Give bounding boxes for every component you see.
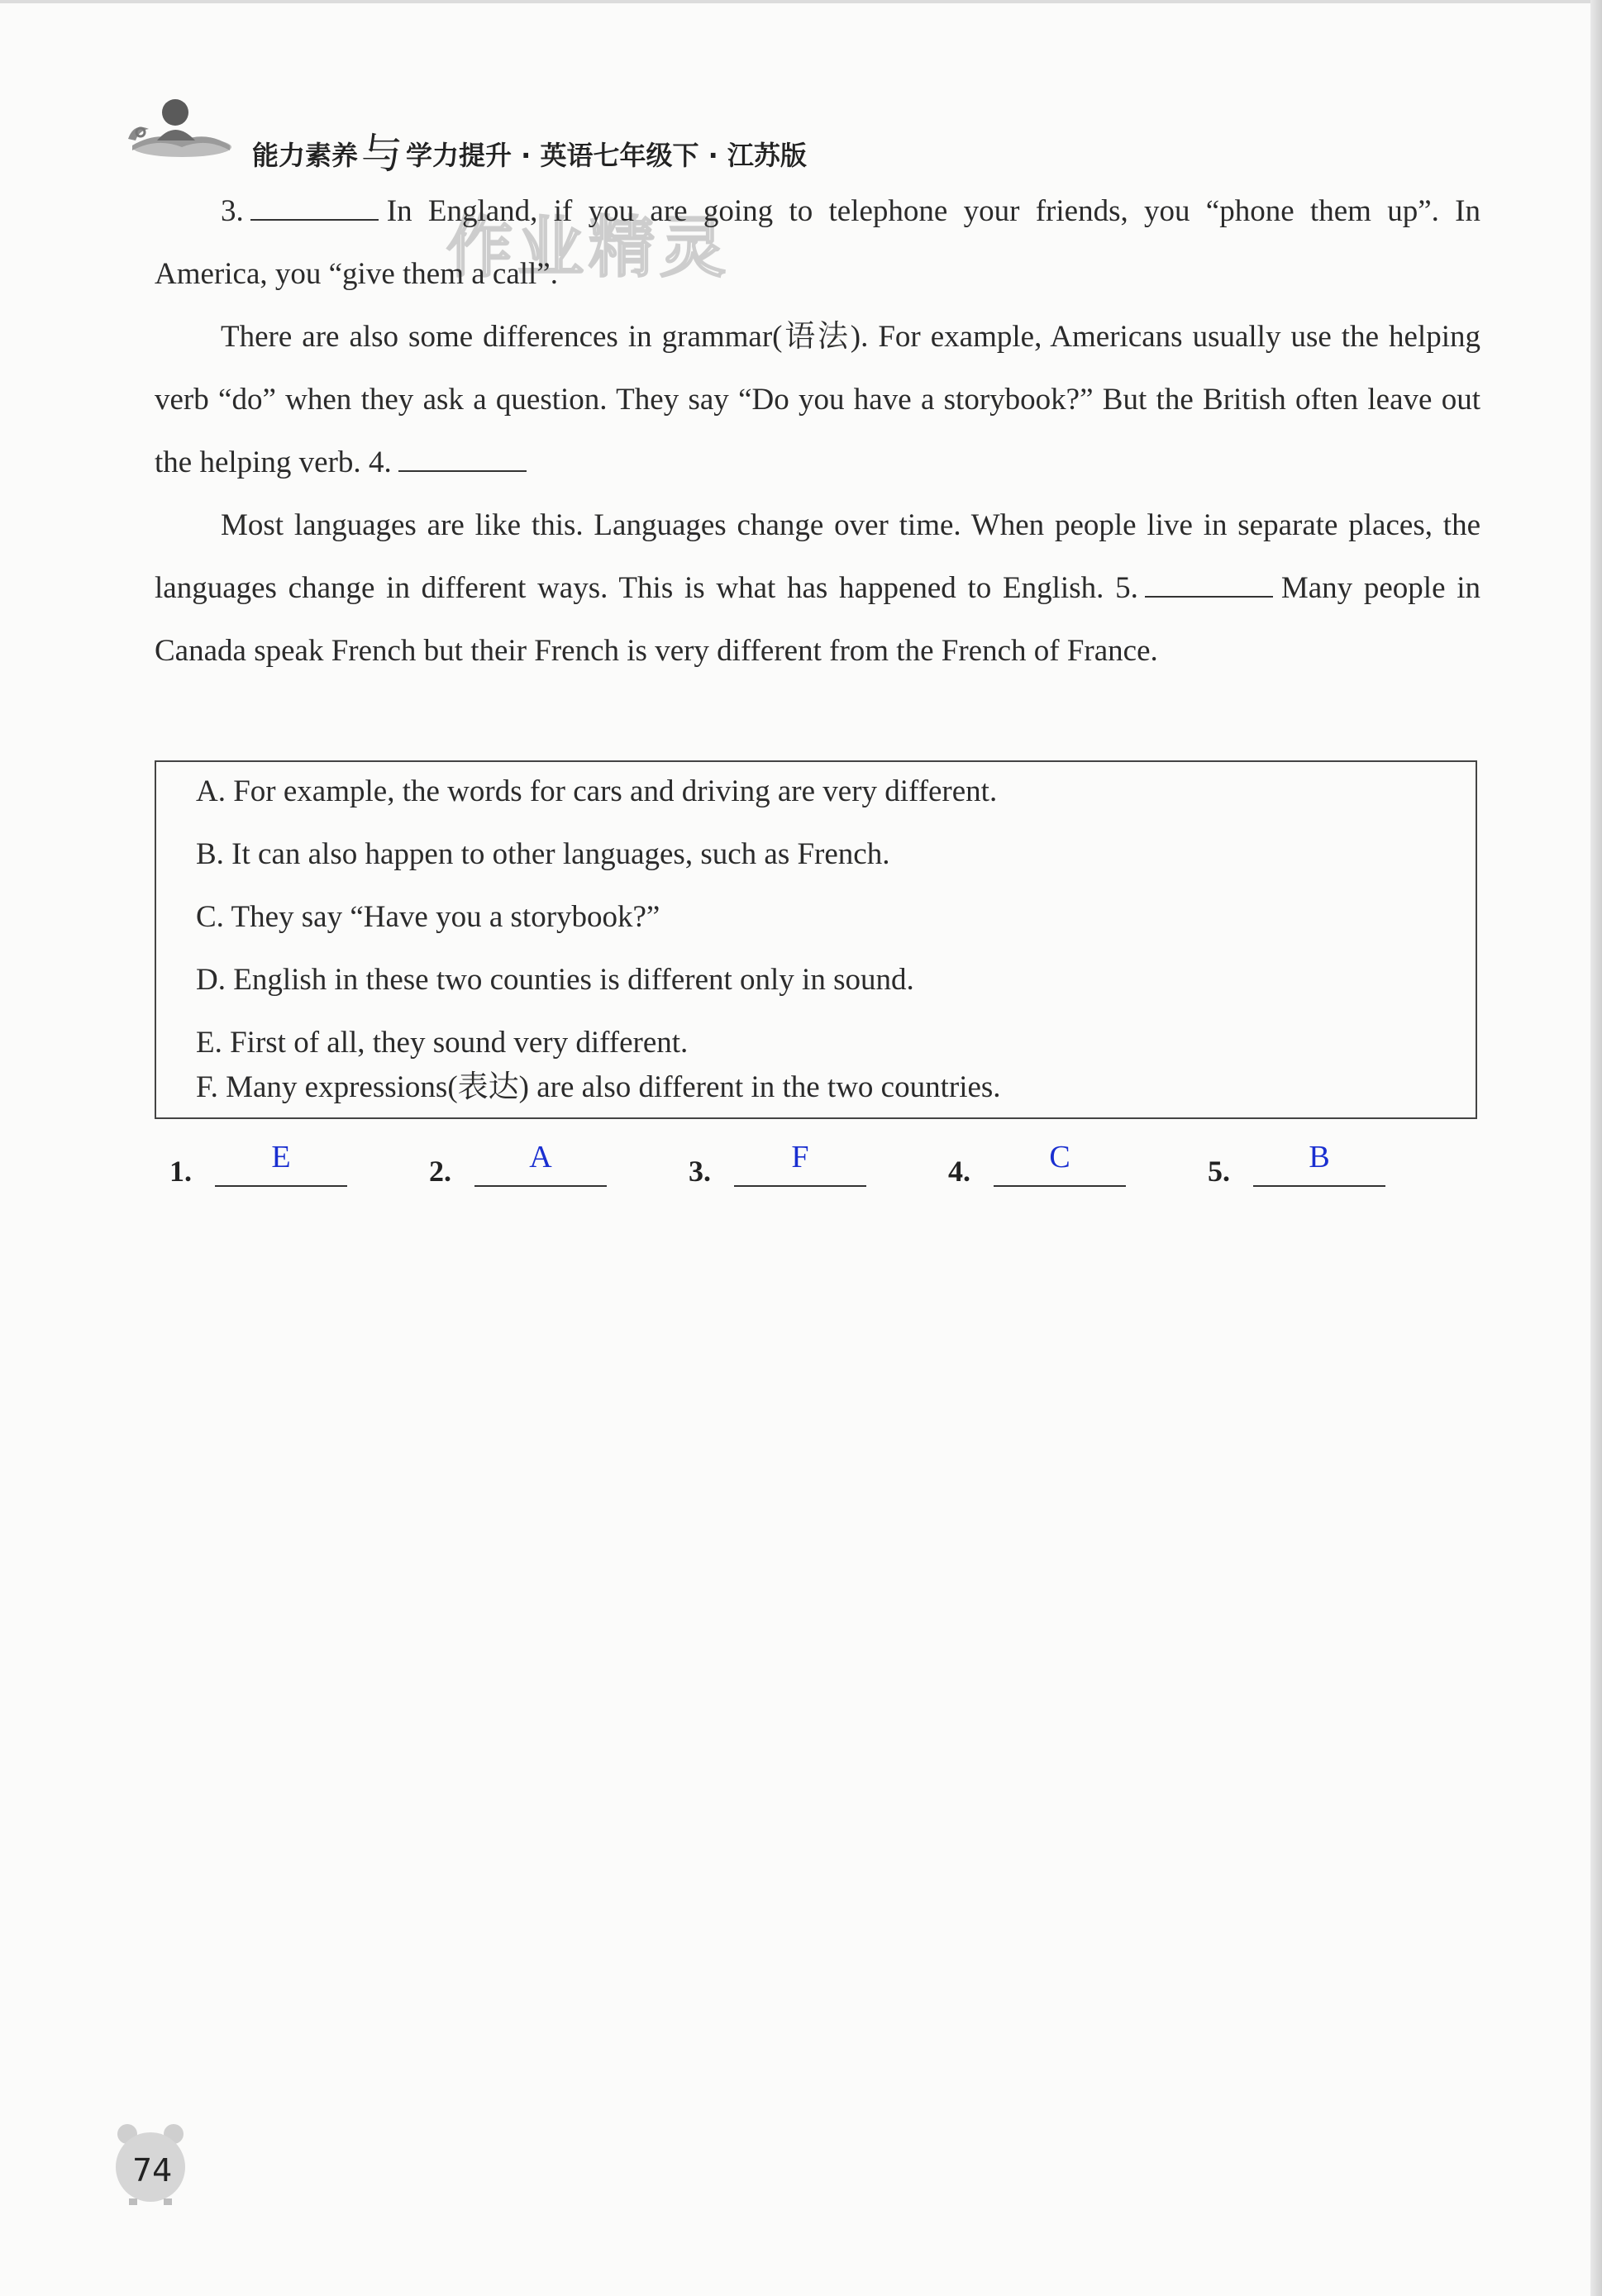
answer-1-value[interactable]: E bbox=[271, 1140, 291, 1174]
paragraph-grammar-text: There are also some differences in grammar(语法). For example, Americans usually use the helping verb “do” when they ask a question. They say “Do you have a storybook?” But the British often leave out the helping verb. bbox=[155, 320, 1480, 479]
answer-1-line bbox=[215, 1185, 347, 1187]
answer-4-line bbox=[994, 1185, 1126, 1187]
paragraph-languages-change-text: Most languages are like this. Languages change over time. When people live in separate places, the languages change in different ways. This is what has happened to English. bbox=[155, 508, 1480, 605]
option-c: C. They say “Have you a storybook?” bbox=[196, 900, 660, 934]
answer-4-number: 4. bbox=[948, 1155, 970, 1188]
options-box bbox=[155, 760, 1477, 1119]
blank-4-line[interactable] bbox=[398, 445, 527, 472]
header-title-separator: 与 bbox=[361, 130, 403, 178]
answer-2-number: 2. bbox=[429, 1155, 451, 1188]
header-title-part2: 学力提升 · 英语七年级下 · 江苏版 bbox=[406, 140, 807, 171]
answer-4-value[interactable]: C bbox=[1049, 1140, 1070, 1174]
book-reader-logo-icon bbox=[124, 89, 231, 164]
page-header bbox=[124, 73, 1529, 178]
blank-5-number: 5. bbox=[1115, 571, 1138, 605]
answer-2-value[interactable]: A bbox=[529, 1140, 552, 1174]
option-f: F. Many expressions(表达) are also different in the two countries. bbox=[196, 1070, 1001, 1104]
page-top-edge bbox=[0, 0, 1590, 3]
header-title-part1: 能力素养 bbox=[252, 140, 359, 171]
paragraph-blank-3 bbox=[155, 180, 1480, 306]
page-number: 74 bbox=[132, 2152, 173, 2189]
blank-5-line[interactable] bbox=[1145, 571, 1273, 598]
paragraph-blank-3-text: In England, if you are going to telephone your friends, you “phone them up”. In America, you “give them a call”. bbox=[155, 194, 1480, 291]
answer-3-number: 3. bbox=[689, 1155, 711, 1188]
option-d: D. English in these two counties is different only in sound. bbox=[196, 963, 914, 997]
watermark: 作业精灵 bbox=[446, 209, 731, 286]
option-b: B. It can also happen to other languages, such as French. bbox=[196, 837, 890, 871]
option-e: E. First of all, they sound very different. bbox=[196, 1026, 689, 1060]
answer-3-value[interactable]: F bbox=[791, 1140, 809, 1174]
answer-row bbox=[169, 1139, 1409, 1197]
answer-5-line bbox=[1253, 1185, 1385, 1187]
answer-1-number: 1. bbox=[169, 1155, 192, 1188]
answer-2-line bbox=[474, 1185, 607, 1187]
blank-3-number: 3. bbox=[221, 194, 244, 228]
answer-5-number: 5. bbox=[1208, 1155, 1230, 1188]
page-right-edge bbox=[1590, 0, 1602, 2296]
answer-3-line bbox=[734, 1185, 866, 1187]
paragraph-grammar bbox=[155, 306, 1480, 494]
paragraph-languages-change bbox=[155, 494, 1480, 683]
header-title bbox=[252, 117, 807, 177]
blank-4-number: 4. bbox=[368, 445, 392, 479]
option-a: A. For example, the words for cars and driving are very different. bbox=[196, 774, 998, 808]
blank-3-line[interactable] bbox=[250, 194, 379, 221]
answer-5-value[interactable]: B bbox=[1309, 1140, 1330, 1174]
paragraph-canada-text: Many people in Canada speak French but their French is very different from the French of France. bbox=[155, 571, 1481, 668]
page-number-badge bbox=[109, 2116, 192, 2207]
